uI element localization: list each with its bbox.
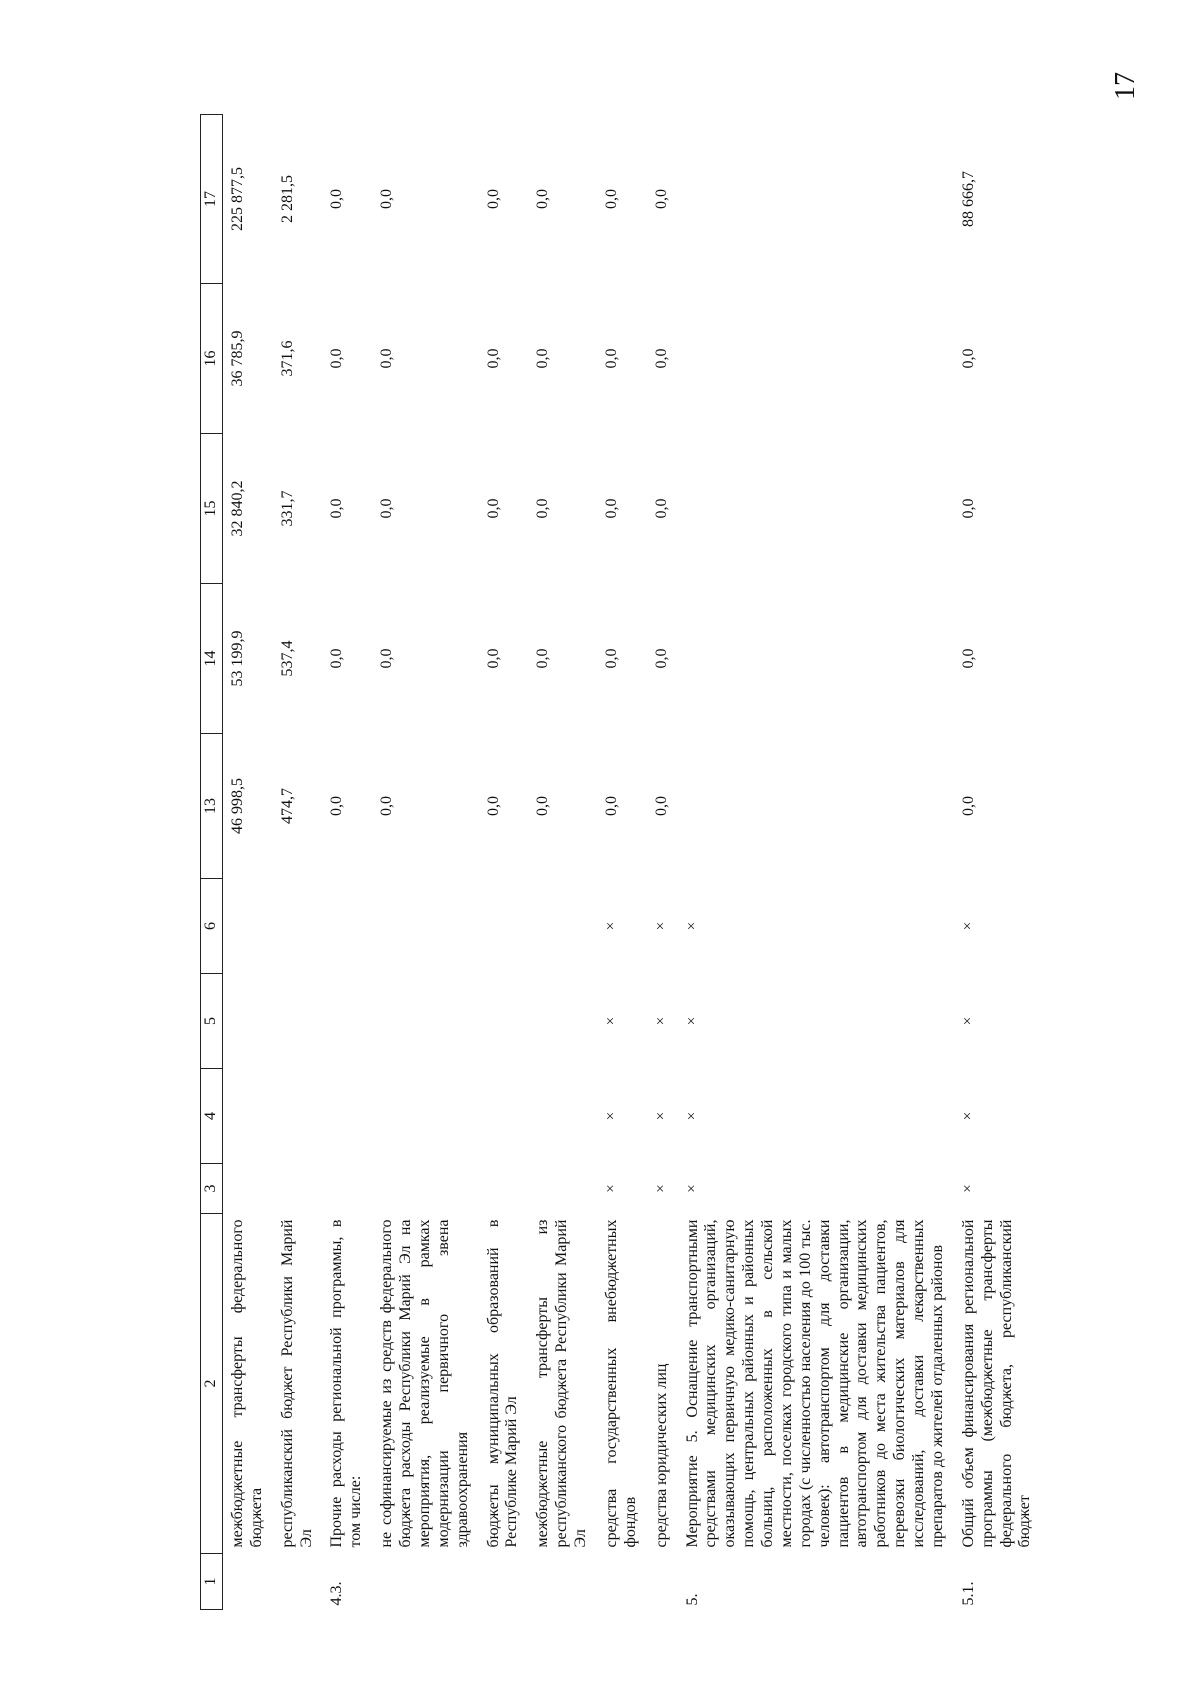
row-description: Общий объем финансирования региональной программы (межбюджетные трансферты федерального бюджета, республиканский бюджет <box>959 1219 1034 1548</box>
value-col15: 32 840,2 <box>228 480 246 537</box>
header-cell-14: 14 <box>201 584 223 734</box>
value-col14: 0,0 <box>484 648 502 669</box>
value-col17: 0,0 <box>534 189 552 209</box>
value-col15: 0,0 <box>959 498 977 519</box>
cell-col6: × <box>602 921 619 931</box>
table-row <box>273 115 323 1610</box>
row-number: 5.1. <box>959 1581 977 1606</box>
row-description: Прочие расходы региональной программы, в том числе: <box>328 1219 365 1548</box>
cell-col6 <box>222 879 272 974</box>
value-col16 <box>678 284 954 434</box>
cell-col4: × <box>683 1111 700 1121</box>
cell-col5 <box>273 974 323 1069</box>
value-col16: 0,0 <box>484 348 502 369</box>
value-col16: 0,0 <box>534 348 552 369</box>
row-number <box>479 1554 529 1610</box>
header-cell-5: 5 <box>201 974 223 1069</box>
cell-col3: × <box>602 1184 619 1193</box>
value-col17: 225 877,5 <box>228 167 246 231</box>
value-col16: 0,0 <box>378 348 396 369</box>
row-description: не софинансируемые из средств федерального бюджета расходы Республики Марий Эл на мероприятия, реализуемые в рамках модернизации первичного звена здравоохранения <box>378 1219 471 1548</box>
cell-col4 <box>372 1069 478 1164</box>
row-number <box>372 1554 478 1610</box>
cell-col6 <box>273 879 323 974</box>
table-row <box>678 115 954 1610</box>
header-cell-1: 1 <box>201 1554 223 1610</box>
cell-col5 <box>222 974 272 1069</box>
table-row <box>528 115 597 1610</box>
cell-col5: × <box>959 1016 976 1026</box>
cell-col6 <box>322 879 372 974</box>
value-col14: 0,0 <box>534 648 552 669</box>
row-number <box>647 1554 678 1610</box>
cell-col5 <box>528 974 597 1069</box>
value-col13: 0,0 <box>959 796 977 816</box>
cell-col3 <box>372 1164 478 1214</box>
value-col13 <box>678 734 954 879</box>
row-description: средства государственных внебюджетных фондов <box>602 1219 639 1548</box>
value-col15: 0,0 <box>652 498 670 519</box>
value-col15: 0,0 <box>602 498 620 519</box>
table-row <box>372 115 478 1610</box>
value-col17: 88 666,7 <box>959 171 977 227</box>
value-col14: 537,4 <box>278 640 296 677</box>
budget-table <box>200 114 1041 1610</box>
value-col13: 0,0 <box>534 796 552 816</box>
row-number <box>222 1554 272 1610</box>
cell-col4 <box>273 1069 323 1164</box>
cell-col6: × <box>959 921 976 931</box>
value-col14 <box>678 584 954 734</box>
cell-col5 <box>372 974 478 1069</box>
value-col13: 474,7 <box>278 788 296 824</box>
table-row <box>322 115 372 1610</box>
cell-col4 <box>222 1069 272 1164</box>
row-description: межбюджетные трансферты федерального бюджета <box>228 1219 265 1548</box>
table-row <box>479 115 529 1610</box>
cell-col3: × <box>652 1184 669 1193</box>
cell-col5 <box>322 974 372 1069</box>
value-col17 <box>678 115 954 284</box>
header-cell-4: 4 <box>201 1069 223 1164</box>
header-cell-15: 15 <box>201 434 223 584</box>
value-col16: 0,0 <box>959 348 977 369</box>
value-col13: 0,0 <box>602 796 620 816</box>
cell-col5 <box>479 974 529 1069</box>
table-row <box>222 115 272 1610</box>
header-cell-13: 13 <box>201 734 223 879</box>
row-description: бюджеты муниципальных образований в Республике Марий Эл <box>484 1219 521 1548</box>
cell-col4: × <box>959 1111 976 1121</box>
value-col15: 0,0 <box>378 498 396 519</box>
cell-col3 <box>222 1164 272 1214</box>
value-col16: 0,0 <box>652 348 670 369</box>
cell-col3: × <box>959 1184 976 1193</box>
value-col17: 0,0 <box>652 189 670 209</box>
value-col17: 0,0 <box>378 189 396 209</box>
value-col16: 371,6 <box>278 340 296 377</box>
cell-col6: × <box>683 921 700 931</box>
cell-col4: × <box>652 1111 669 1121</box>
cell-col5: × <box>683 1016 700 1026</box>
value-col15: 0,0 <box>534 498 552 519</box>
row-description: межбюджетные трансферты из республиканского бюджета Республики Марий Эл <box>534 1219 589 1548</box>
value-col15: 331,7 <box>278 490 296 527</box>
cell-col3: × <box>683 1184 700 1193</box>
row-description: средства юридических лиц <box>652 1363 670 1548</box>
value-col16: 0,0 <box>602 348 620 369</box>
page-number: 17 <box>1110 72 1141 100</box>
table-row <box>597 115 647 1610</box>
value-col15: 0,0 <box>484 498 502 519</box>
value-col14: 0,0 <box>328 648 346 669</box>
value-col13: 0,0 <box>328 796 346 816</box>
cell-col3 <box>322 1164 372 1214</box>
cell-col6 <box>479 879 529 974</box>
cell-col4 <box>322 1069 372 1164</box>
header-cell-2: 2 <box>201 1214 223 1554</box>
row-number: 5. <box>683 1593 701 1606</box>
value-col14: 0,0 <box>652 648 670 669</box>
header-row <box>201 115 223 1610</box>
cell-col3 <box>479 1164 529 1214</box>
value-col16: 36 785,9 <box>228 330 246 387</box>
cell-col4 <box>479 1069 529 1164</box>
cell-col6 <box>528 879 597 974</box>
value-col14: 53 199,9 <box>228 630 246 687</box>
cell-col4: × <box>602 1111 619 1121</box>
header-cell-17: 17 <box>201 115 223 284</box>
cell-col6 <box>372 879 478 974</box>
header-cell-16: 16 <box>201 284 223 434</box>
cell-col3 <box>273 1164 323 1214</box>
cell-col5: × <box>652 1016 669 1026</box>
value-col17: 0,0 <box>602 189 620 209</box>
row-description: республиканский бюджет Республики Марий Эл <box>278 1219 315 1548</box>
value-col13: 0,0 <box>652 796 670 816</box>
value-col14: 0,0 <box>959 648 977 669</box>
row-number <box>273 1554 323 1610</box>
header-cell-3: 3 <box>201 1164 223 1214</box>
cell-col6: × <box>652 921 669 931</box>
row-number <box>528 1554 597 1610</box>
value-col14: 0,0 <box>378 648 396 669</box>
cell-col5: × <box>602 1016 619 1026</box>
cell-col4 <box>528 1069 597 1164</box>
value-col14: 0,0 <box>602 648 620 669</box>
table-row <box>647 115 678 1610</box>
value-col17: 0,0 <box>328 189 346 209</box>
rotated-table-wrapper <box>200 115 1041 1610</box>
table-row <box>954 115 1042 1610</box>
value-col15 <box>678 434 954 584</box>
header-cell-6: 6 <box>201 879 223 974</box>
value-col13: 0,0 <box>484 796 502 816</box>
value-col13: 46 998,5 <box>228 778 246 834</box>
cell-col3 <box>528 1164 597 1214</box>
value-col17: 0,0 <box>484 189 502 209</box>
row-number: 4.3. <box>328 1581 346 1606</box>
value-col13: 0,0 <box>378 796 396 816</box>
value-col15: 0,0 <box>328 498 346 519</box>
row-number <box>597 1554 647 1610</box>
row-description: Мероприятие 5. Оснащение транспортными средствами медицинских организаций, оказывающих первичную медико-санитарную помощь, центральных районных и районных больниц, расположенных в сельской местности, поселках городского типа и малых городах (с численностью населения до 100 тыс. человек): автотранспортом для доставки пациентов в медицинские организации, автотранспортом для доставки медицинских работников до места жительства пациентов, перевозки биологических материалов для исследований, доставки лекарственных препаратов до жителей отдаленных районов <box>683 1219 946 1548</box>
value-col17: 2 281,5 <box>278 175 296 223</box>
value-col16: 0,0 <box>328 348 346 369</box>
